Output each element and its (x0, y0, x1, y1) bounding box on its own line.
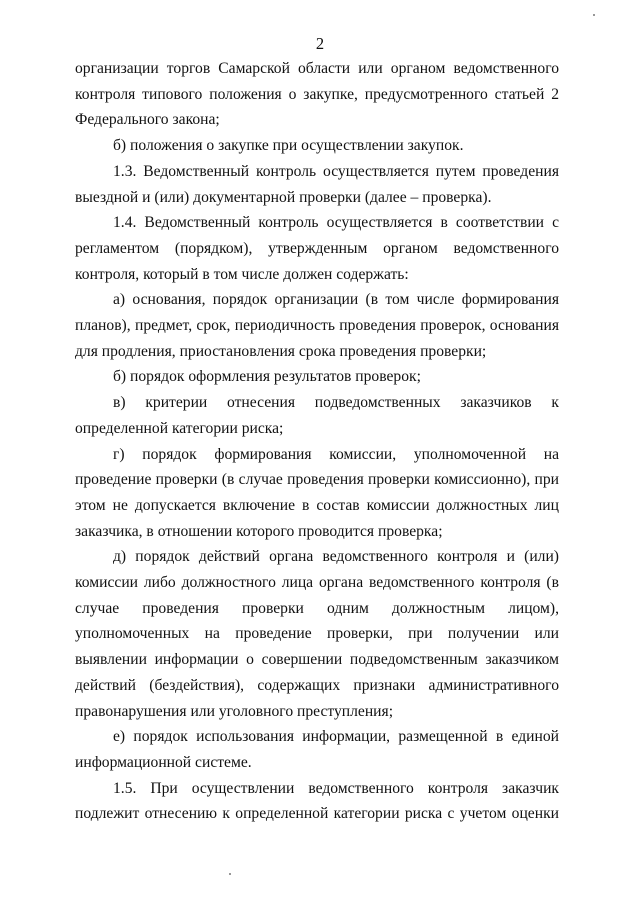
paragraph-item-b: б) положения о закупке при осуществлении закупок. (113, 137, 464, 155)
paragraph-1-5: 1.5. При осуществлении ведомственного контроля заказчик подлежит отнесению к определенной категории риска с учетом оценки (75, 779, 559, 823)
paragraph-1-3: 1.3. Ведомственный контроль осуществляется путем проведения выездной и (или) документарной проверки (далее – проверка). (75, 162, 559, 206)
paragraph-1-4: 1.4. Ведомственный контроль осуществляется в соответствии с регламентом (порядком), утвержденным органом ведомственного контроля, который в том числе должен содержать: (75, 214, 559, 283)
paragraph-item-b2: б) порядок оформления результатов проверок; (113, 368, 421, 386)
paragraph-continuation: организации торгов Самарской области или органом ведомственного контроля типового положения о закупке, предусмотренного статьей 2 Федерального закона; (75, 60, 559, 129)
paragraph-item-a: а) основания, порядок организации (в том числе формирования планов), предмет, срок, периодичность проведения проверок, основания для продления, приостановления срока проведения проверки; (75, 291, 559, 360)
paragraph-item-e: е) порядок использования информации, размещенной в единой информационной системе. (75, 728, 559, 771)
scan-speck (593, 14, 595, 16)
paragraph-item-g: г) порядок формирования комиссии, уполномоченной на проведение проверки (в случае проведения проверки комиссионно), при этом не допускается включение в состав комиссии должностных лиц заказчика, в отношении которого проводится проверка; (75, 445, 559, 540)
scan-speck (229, 873, 231, 875)
paragraph-item-v: в) критерии отнесения подведомственных заказчиков к определенной категории риска; (75, 394, 559, 437)
page-number: 2 (315, 34, 325, 53)
paragraph-item-d: д) порядок действий органа ведомственного контроля и (или) комиссии либо должностного лица органа ведомственного контроля (в случае проведения проверки одним должностным лицом), уполномоченных на проведение проверки, при получении или выявлении информации о совершении подведомственным заказчиком действий (бездействия), содержащих признаки административного правонарушения или уголовного преступления; (75, 548, 559, 720)
document-body (75, 56, 559, 827)
